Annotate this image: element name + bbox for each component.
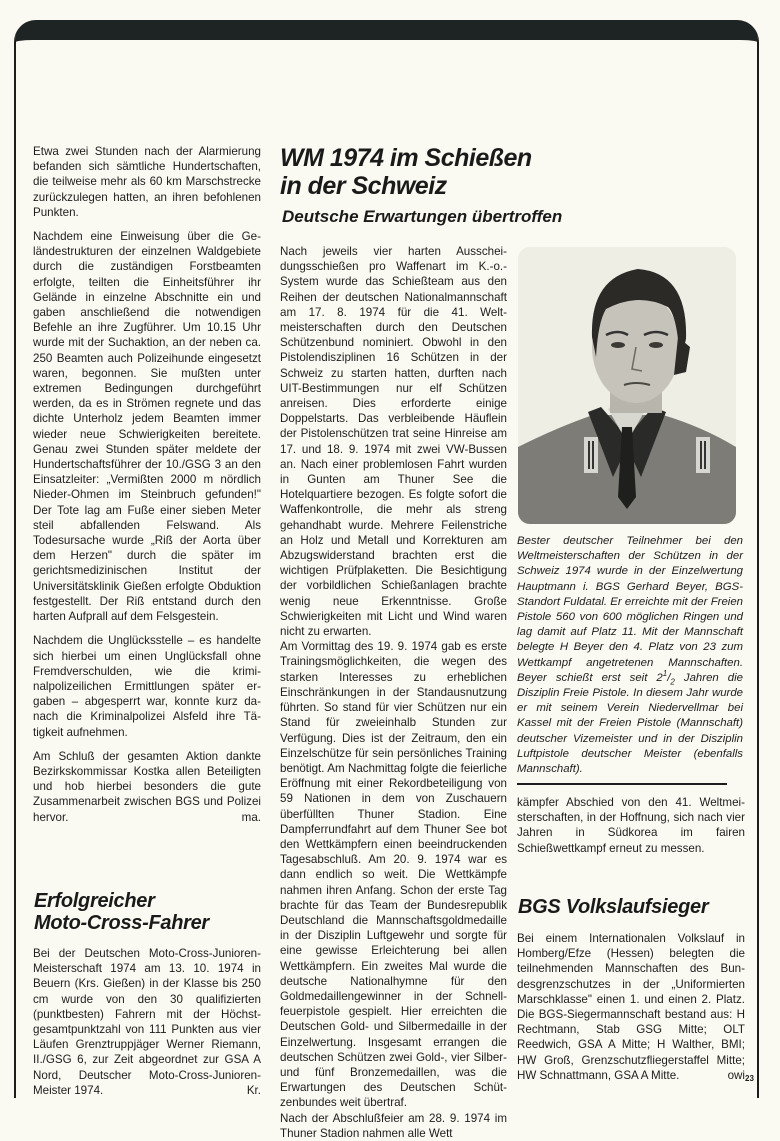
caption-text: Bester deutscher Teilnehmer bei den Weltmeisterschaften der Schützen in der Schweiz 1974 wurde in der Einzelwertung Hauptmann i. BGS Gerhard Beyer, BGS-Standort Fuldatal. Er erreichte mit der Freien Pistole 560 von 600 möglichen Ringen und lag damit auf Platz 11. Mit der Mannschaft belegte H Beyer den 4. Platz von 23 zum Wettkampf angetretenen Mannschaften. Beyer schießt erst seit $2^1/_2$ Jahren die Disziplin Freie Pistole. In diesem Jahr wurde er mit seinem Verein Niedervellmar bei Kassel mit der Freien Pistole (Mannschaft) deutscher Vizemeister und in der Disziplin Luftpistole deutscher Meister (ebenfalls Mannschaft).	[517, 535, 743, 776]
wm-subheadline: Deutsche Erwartungen übertroffen	[282, 207, 563, 226]
left-paragraph: Nachdem die Unglücksstelle – es handelte sich hierbei um einen Unglücksfall ohne Fremdverschulden, wie die kriminalpolizeilichen Ermittlungen später ergaben – abgesperrt war, konnte kurz danach die Kriminalpolizei Alsfeld ihre Tätigkeit aufnehmen.	[33, 634, 261, 739]
caption-fraction-denominator: 2	[670, 677, 675, 687]
volkslauf-body: Bei einem Internationalen Volkslauf in Homberg/Efze (Hessen) belegten die teilnehmenden Mannschaften des Bundesgrenzschutzes in der „Uniformierten Marschklasse" einen 1. und einen 2. Platz. Die BGS-Siegermannschaft bestand aus: H Rechtmann, Stab GSG Mitte; OLT Reedwich, GSA A Mitte; H Walther, BMI; HW Groß, Grenzschutzfliegerstaffel Mitte; HW Schnattmann, GSA A Mitte.	[517, 932, 745, 1082]
left-paragraph-last	[33, 749, 261, 825]
wm-continuation-text: kämpfer Abschied von den 41. Weltmeisterschaften, in der Hoffnung, sich nach vier Jahren in Südkorea im fairen Schießwettkampf erneut zu messen.	[517, 796, 745, 855]
wm-paragraph: Nach der Abschlußfeier am 28. 9. 1974 im Thuner Stadion nahmen alle Wett	[280, 1111, 507, 1140]
wm-headline	[280, 144, 740, 200]
caption-fraction-numerator: 1	[662, 669, 668, 679]
author-signature: Kr.	[246, 1083, 261, 1097]
author-signature: ma.	[241, 810, 261, 824]
moto-cross-heading	[34, 890, 264, 934]
wm-paragraph: Am Vormittag des 19. 9. 1974 gab es erste Trainingsmöglichkeiten, die wegen des starken Interesses zu erheblichen Einschränkungen in der Standausnutzung führten. So stand für vier Schützen nur ein Stand für zweieinhalb Stunden zur Verfügung. Dies ist der Zeitraum, den ein Einzelschütze für sein persönliches Training benötigt. Am Nachmittag folgte die feierliche Eröffnung mit einer Rekordbeteiligung von 59 Nationen in dem von Zuschauern überfüllten Thuner Stadion. Eine Dampferrundfahrt auf dem Thuner See bot den Wettkämpfern einen beeindruckenden Tagesabschluß. Am 20. 9. 1974 war es dann endlich so weit. Die Wettkämpfe nahmen ihren Anfang. Schon der erste Tag brachte für das Team der Bundesrepublik Deutschland die Mannschaftsgoldmedaille in der Disziplin Luftgewehr und sorgte für eine gewisse Erleichterung bei allen Wettkämpfern. Ein zweites Mal wurde die deutsche Nationalhymne für den Goldmedaillengewinner in der Schnellfeuerpistole gespielt. Hier erreichten die Deutschen Gold- und Silbermedaille in der Einzelwertung. Insgesamt errangen die deutschen Schützen zwei Gold-, vier Silber- und fünf Bronzemedaillen, was die Erwartungen des Deutschen Schützenbundes weit übertraf.	[280, 640, 507, 1110]
wm-paragraph: Nach jeweils vier harten Ausscheidungsschießen pro Waffenart im K.-o.-System wurde das Schießteam aus den Reihen der deutschen Nationalmannschaft am 17. 8. 1974 für die 41. Weltmeisterschaften durch den Deutschen Schützenbund nominiert. Obwohl in den Pistolendisziplinen 16 Schützen in der Schweiz zu starten hatten, durften nach UIT-Bestimmungen nur elf Schützen anreisen. Dies erforderte einige Doppelstarts. Das verbleibende Häuflein der Pistolenschützen trat seine Hinreise am 17. und 18. 9. 1974 mit zwei VW-Bussen an. Nach einer problemlosen Fahrt wurden in Gunten am Thuner See die Hotelquartiere bezogen. Es folgte sofort die Waffenkontrolle, die mehr als streng gehandhabt wurde. Mehrere Feilenstriche an Holz und Metall und Korrekturen am Abzugswiderstand brachten erst die wichtigen Prüfplaketten. Die Besichtigung der vorbildlichen Schießanlagen brachte wenig neue Erkenntnisse. Große Schwierigkeiten mit Licht und Wind waren nicht zu erwarten.	[280, 245, 507, 639]
moto-cross-body-wrap	[33, 946, 261, 1098]
caption-part2: Jahren die Disziplin Freie Pistole. In diesem Jahr wurde er mit seinem Verein Niedervellmar bei Kassel mit der Freien Pistole (Mannschaft) deutscher Vizemeister und in der Disziplin Luftpistole deutscher Meister (ebenfalls Mannschaft).	[517, 671, 743, 776]
moto-cross-title-line1: Erfolgreicher	[34, 890, 155, 912]
left-article	[33, 144, 261, 825]
portrait-photo	[518, 247, 736, 524]
wm-article-body	[280, 244, 507, 1141]
moto-cross-title-line2: Moto-Cross-Fahrer	[34, 912, 209, 934]
left-paragraph-text: Am Schluß der gesamten Aktion dankte Bezirkskommissar Kostka allen Beteiligten und hob hierbei besonders die gute Zusammenarbeit zwischen BGS und Polizei hervor.	[33, 749, 261, 824]
photo-caption	[517, 534, 743, 777]
frame-inner-edge	[16, 40, 757, 60]
volkslauf-article	[517, 931, 745, 1083]
left-paragraph: Etwa zwei Stunden nach der Alarmierung befanden sich sämtliche Hundertschaften, die teilweise mehr als 60 km Marschstrecke zurückzulegen hatten, an ihren befohlenen Punkten.	[33, 145, 261, 219]
moto-cross-article	[33, 946, 261, 1098]
wm-headline-line2: in der Schweiz	[280, 172, 447, 200]
wm-article-continuation	[517, 795, 745, 856]
caption-part1: Bester deutscher Teilnehmer bei den Weltmeisterschaften der Schützen in der Schweiz 1974 wurde in der Einzelwertung Hauptmann i. BGS Gerhard Beyer, BGS-Standort Fuldatal. Er erreichte mit der Freien Pistole 560 von 600 möglichen Ringen und lag damit auf Platz 11. Mit der Mannschaft belegte H Beyer den 4. Platz von 23 zum Wettkampf angetretenen Mannschaften. Beyer schießt erst seit 2	[517, 535, 743, 684]
caption-divider	[517, 783, 727, 785]
left-paragraph: Nachdem eine Einweisung über die Geländestrukturen der einzelnen Waldgebiete durch die zuständigen Forstbeamten erfolgte, teilten die Einheitsführer ihr Gelände in einzelne Abschnitte ein und gaben anschließend die notwendigen Befehle an ihre Zugführer. Um 10.15 Uhr wurde mit der Suchaktion, an der neben ca. 250 Beamten auch Polizeihunde eingesetzt waren, begonnen. Sie mußten unter extremen Bedingungen durchgeführt werden, da es in Strömen regnete und das dichte Unterholz jedem Beamten immer wieder neue Schwierigkeiten bereitete. Genau zwei Stunden später meldete der Hundertschaftsführer der 10./GSG 3 an den Einsatzleiter: „Vermißten 2000 m nördlich Nieder-Ohmen im Steinbruch gefunden!" Der Tote lag am Fuße einer sieben Meter steil abfallenden Felswand. Als Todesursache wurde „Riß der Aorta über dem Herzen" durch die später im gerichtsmedizinischen Institut der Universitätsklinik Gießen erfolgte Obduktion festgestellt. Der Riß entstand durch den harten Aufprall auf dem Felsgestein.	[33, 230, 261, 624]
page-number: 23	[745, 1074, 754, 1083]
portrait-illustration	[518, 247, 736, 524]
wm-headline-line1: WM 1974 im Schießen	[280, 144, 532, 172]
moto-cross-body: Bei der Deutschen Moto-Cross-Junioren-Meisterschaft 1974 am 13. 10. 1974 in Beuern (Krs. Gießen) in der Klasse bis 250 cm wurde von den 30 qualifizierten (punktbesten) Fahrern mit der Höchstgesamtpunktzahl von 111 Punkten aus vier Läufen Grenztruppjäger Werner Riemann, II./GSG 6, zur Zeit abgeordnet zur GSA A Nord, Deutscher Moto-Cross-Junioren-Meister 1974.	[33, 947, 261, 1097]
volkslauf-heading: BGS Volkslaufsieger	[518, 896, 709, 918]
volkslauf-body-wrap	[517, 931, 745, 1083]
author-signature: owi	[727, 1068, 745, 1082]
